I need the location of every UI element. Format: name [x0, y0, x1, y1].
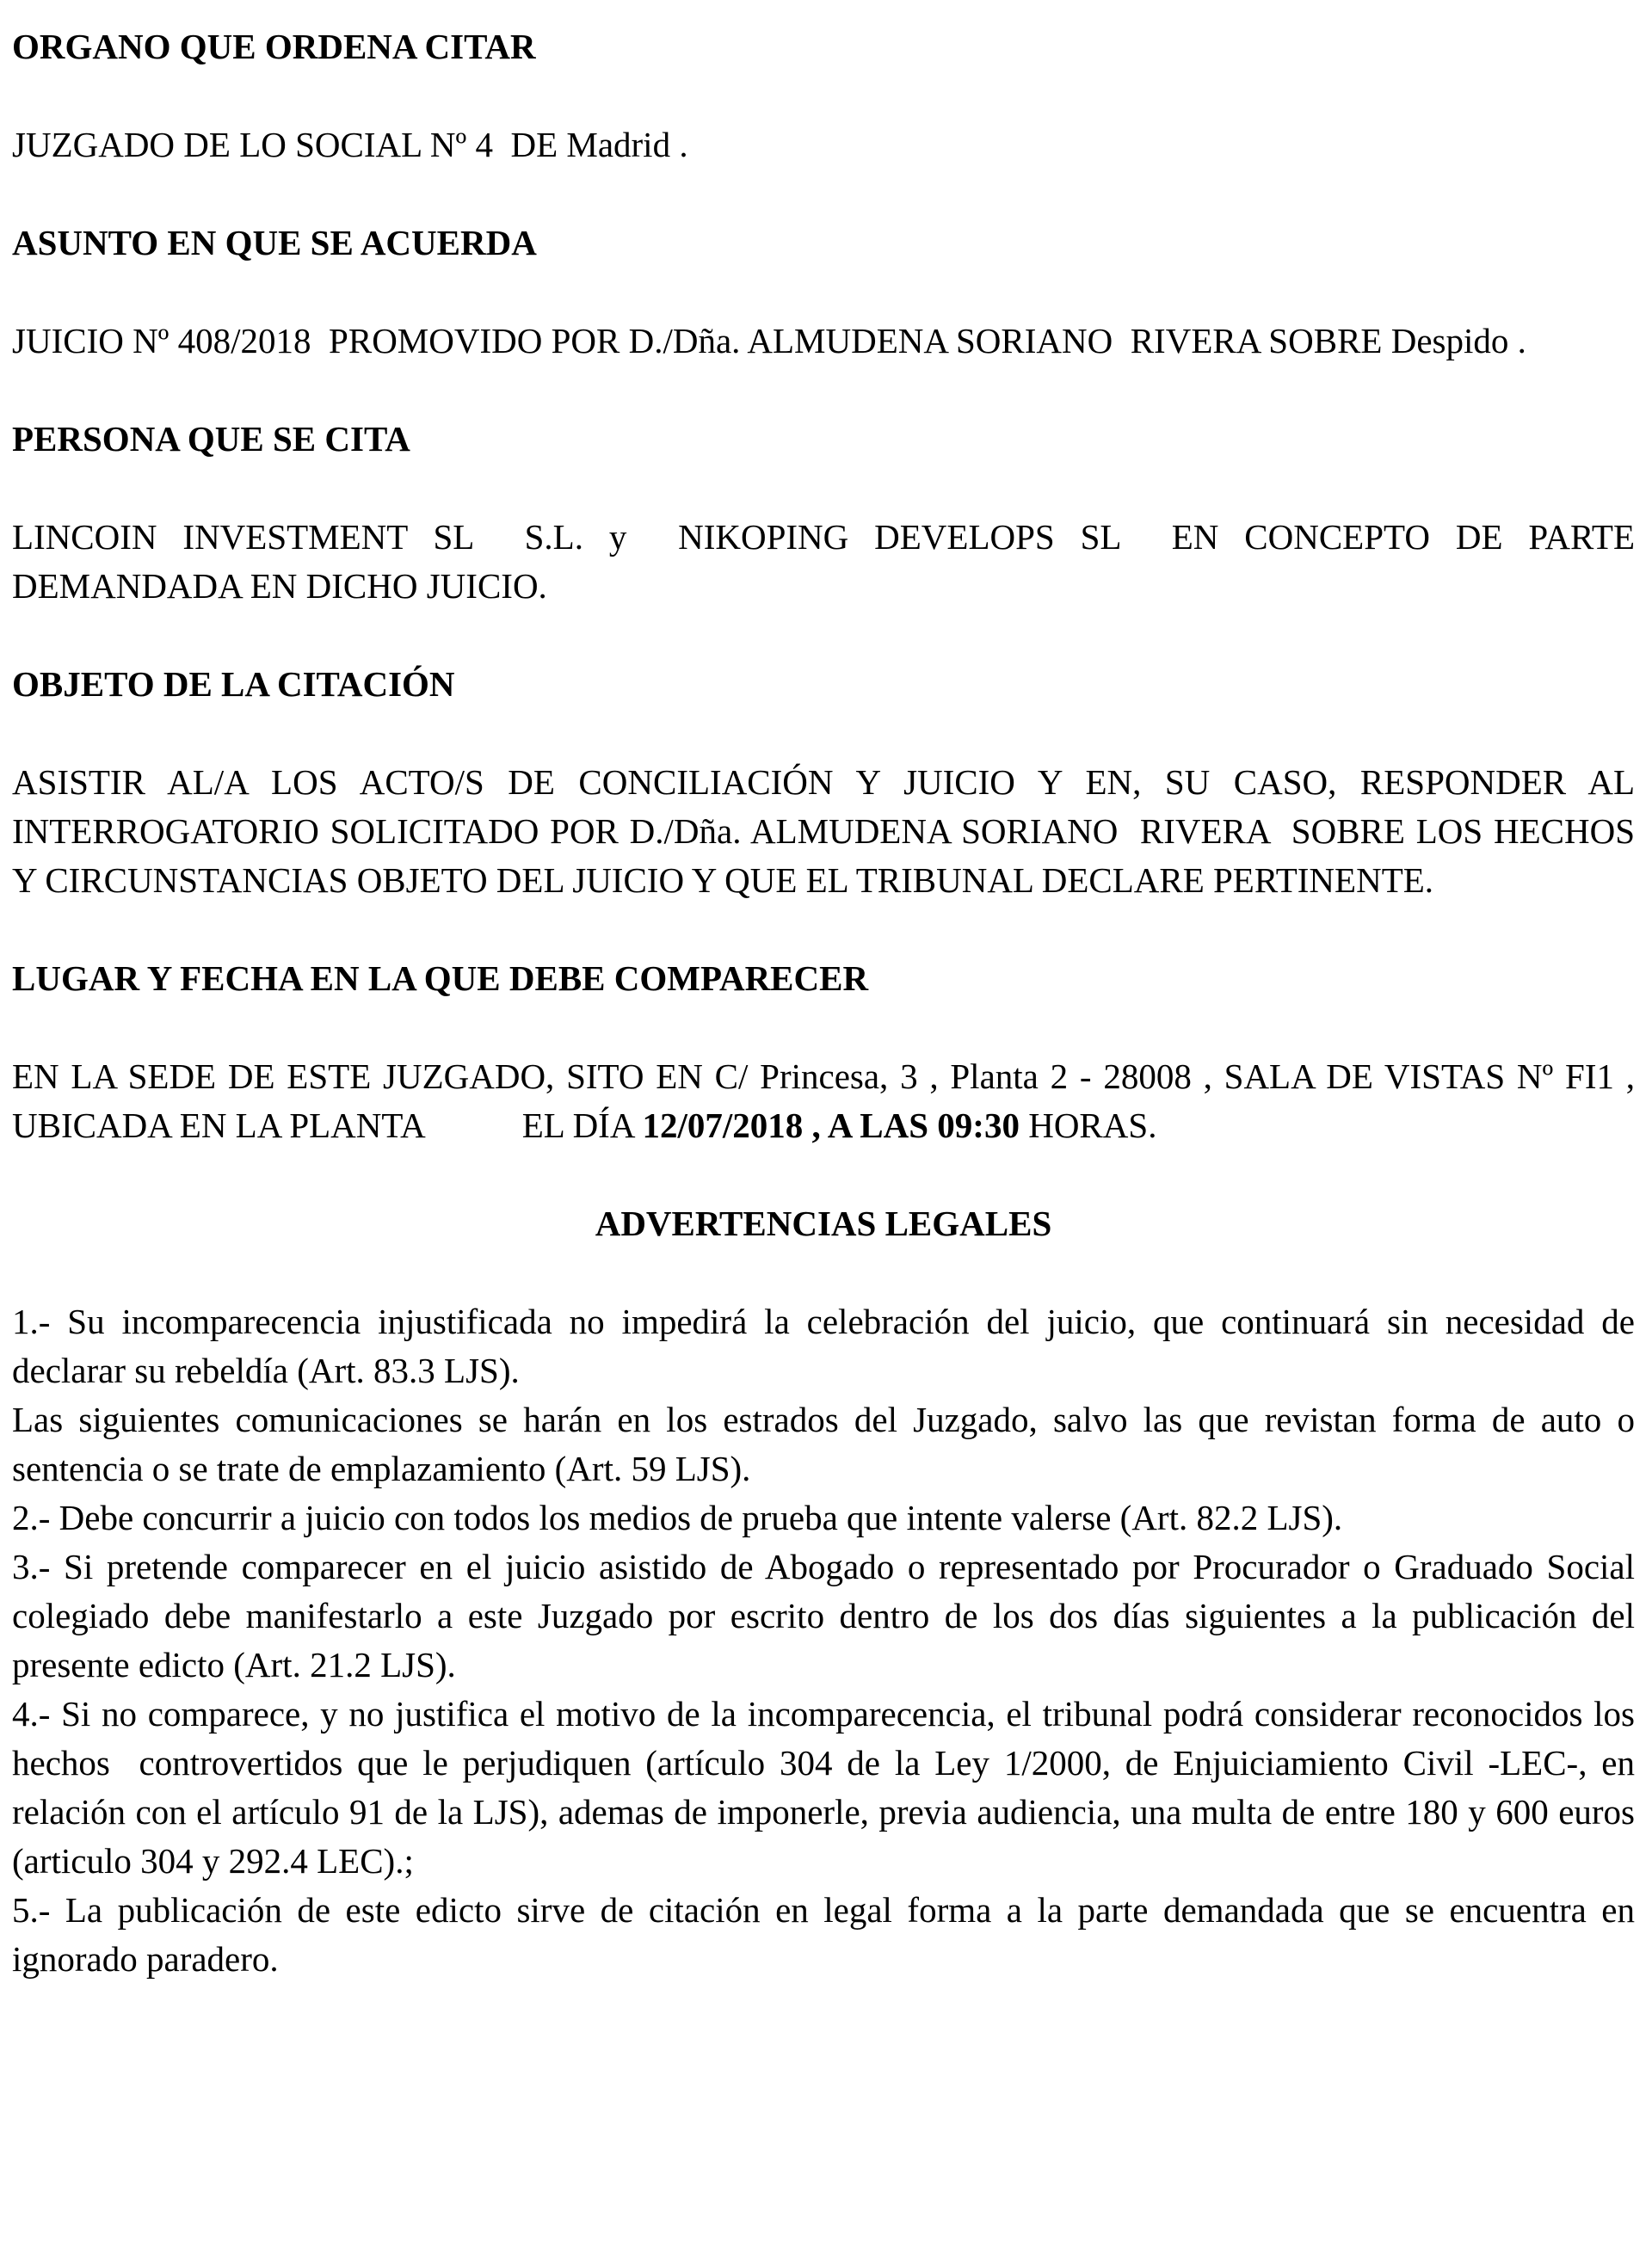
section-heading-objeto: OBJETO DE LA CITACIÓN [12, 664, 455, 704]
section-heading-advertencias: ADVERTENCIAS LEGALES [595, 1204, 1052, 1243]
legal-warning-item-4: 4.- Si no comparece, y no justifica el motivo de la incomparecencia, el tribunal podrá considerar reconocidos los hechos controvertidos que le perjudiquen (artículo 304 de la Ley 1/2000, de Enjuiciamiento Civil -LEC-, en relación con el artículo 91 de la LJS), ademas de imponerle, previa audiencia, una multa de entre 180 y 600 euros (articulo 304 y 292.4 LEC).; [12, 1694, 1644, 1881]
section-heading-persona: PERSONA QUE SE CITA [12, 419, 410, 459]
legal-warning-item-1b: Las siguientes comunicaciones se harán en los estrados del Juzgado, salvo las que revistan forma de auto o sentencia o se trate de emplazamiento (Art. 59 LJS). [12, 1400, 1644, 1488]
lugar-fecha-body [12, 1052, 1644, 1150]
asunto-body: JUICIO Nº 408/2018 PROMOVIDO POR D./Dña. ALMUDENA SORIANO RIVERA SOBRE Despido . [12, 321, 1526, 360]
lugar-fecha-body-middle: EL DÍA [521, 1105, 643, 1145]
legal-warning-item-5: 5.- La publicación de este edicto sirve de citación en legal forma a la parte demandada que se encuentra en ignorado paradero. [12, 1890, 1644, 1979]
lugar-fecha-body-after: HORAS. [1019, 1105, 1157, 1145]
legal-warning-item-3: 3.- Si pretende comparecer en el juicio asistido de Abogado o representado por Procurador o Graduado Social colegiado debe manifestarlo a este Juzgado por escrito dentro de los dos días siguientes a la publicación del presente edicto (Art. 21.2 LJS). [12, 1547, 1644, 1684]
hearing-datetime: 12/07/2018 , A LAS 09:30 [642, 1105, 1020, 1145]
section-heading-organo: ORGANO QUE ORDENA CITAR [12, 27, 536, 66]
legal-warning-item-1: 1.- Su incomparecencia injustificada no impedirá la celebración del juicio, que continuará sin necesidad de declarar su rebeldía (Art. 83.3 LJS). [12, 1302, 1644, 1390]
legal-warning-item-2: 2.- Debe concurrir a juicio con todos los medios de prueba que intente valerse (Art. 82.2 LJS). [12, 1498, 1343, 1537]
persona-body: LINCOIN INVESTMENT SL S.L. y NIKOPING DEVELOPS SL EN CONCEPTO DE PARTE DEMANDADA EN DICHO JUICIO. [12, 517, 1644, 606]
lugar-fecha-body-before: EN LA SEDE DE ESTE JUZGADO, SITO EN C/ Princesa, 3 , Planta 2 - 28008 , SALA DE VISTAS Nº FI1 , UBICADA EN LA PLANTA [12, 1056, 1644, 1145]
organo-body: JUZGADO DE LO SOCIAL Nº 4 DE Madrid . [12, 125, 688, 164]
section-heading-lugar-fecha: LUGAR Y FECHA EN LA QUE DEBE COMPARECER [12, 958, 869, 998]
legal-warnings-list [12, 1297, 1644, 1984]
objeto-body: ASISTIR AL/A LOS ACTO/S DE CONCILIACIÓN Y JUICIO Y EN, SU CASO, RESPONDER AL INTERROGATORIO SOLICITADO POR D./Dña. ALMUDENA SORIANO RIVERA SOBRE LOS HECHOS Y CIRCUNSTANCIAS OBJETO DEL JUICIO Y QUE EL TRIBUNAL DECLARE PERTINENTE. [12, 762, 1644, 900]
section-heading-asunto: ASUNTO EN QUE SE ACUERDA [12, 223, 537, 262]
